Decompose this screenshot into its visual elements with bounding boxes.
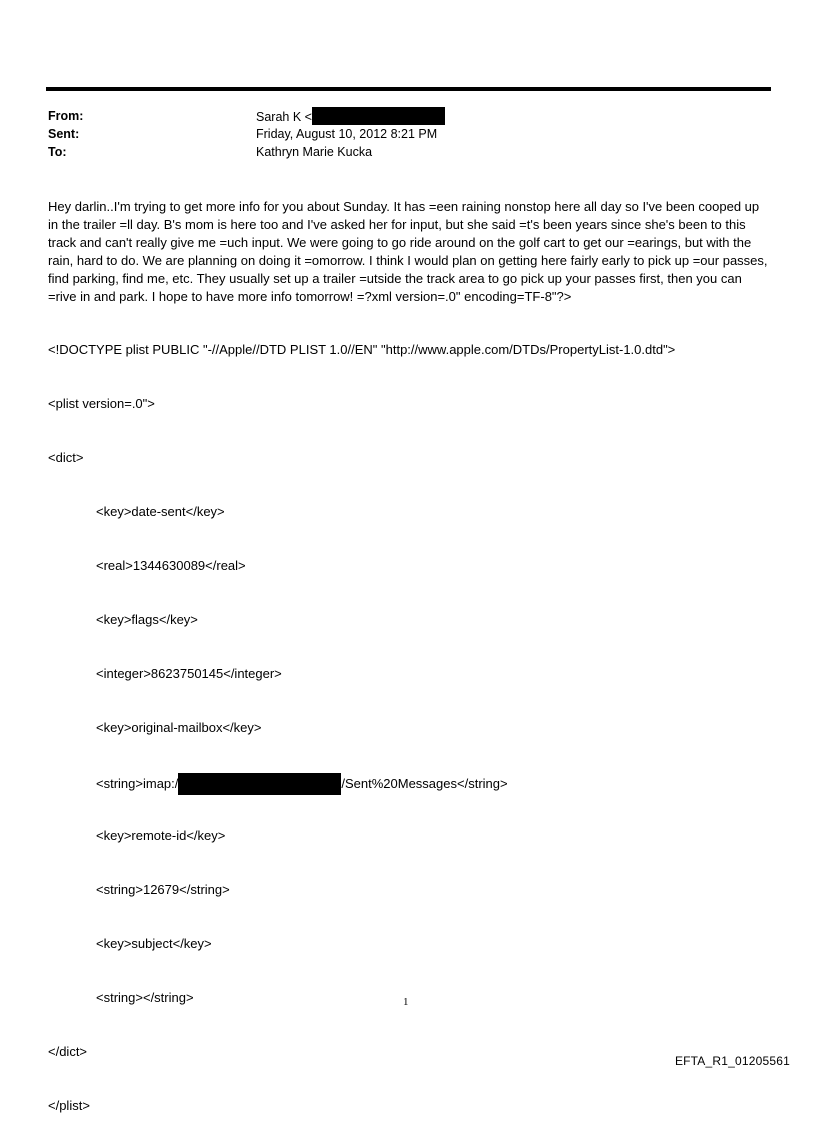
- xml-real-value: <real>1344630089</real>: [96, 558, 246, 573]
- xml-string-subject: <string></string>: [96, 990, 194, 1005]
- xml-dict-open: <dict>: [48, 450, 84, 465]
- xml-plist-close: </plist>: [48, 1098, 90, 1113]
- xml-dict-close: </dict>: [48, 1044, 88, 1059]
- to-value: Kathryn Marie Kucka: [256, 145, 373, 159]
- xml-key-subject: <key>subject</key>: [96, 936, 212, 951]
- from-label: From:: [48, 109, 84, 123]
- email-body: [48, 198, 772, 306]
- from-value: [256, 107, 445, 126]
- xml-key-original-mailbox: <key>original-mailbox</key>: [96, 720, 262, 735]
- xml-plist-open: <plist version=.0">: [48, 396, 155, 411]
- xml-key-date-sent: <key>date-sent</key>: [96, 504, 225, 519]
- xml-imap-start: <string>imap:/: [96, 776, 179, 791]
- xml-key-flags: <key>flags</key>: [96, 612, 198, 627]
- redaction-box: [312, 107, 445, 125]
- xml-string-remote-id: <string>12679</string>: [96, 882, 230, 897]
- body-paragraph: Hey darlin..I'm trying to get more info for you about Sunday. It has =een raining nonstop here all day so I've been cooped up in the trailer =ll day. B's mom is here too and I've asked her for input, but she said =t's been years since she's been to this track and can't really give me =uch input. We were going to go ride around on the golf cart to get our =earings, but with the rain, hard to do. We are planning on doing it =omorrow. I think I would plan on getting here fairly early to pick up =our passes, find parking, find me, etc. They usually set up a trailer =utside the track area to go pick up your passes first, then you can =rive in and park. I hope to have more info tomorrow! =?xml version=.0" encoding=TF-8"?>: [48, 199, 768, 304]
- xml-string-imap: [48, 773, 675, 791]
- xml-imap-end: /Sent%20Messages</string>: [341, 776, 508, 791]
- redaction-box: [178, 773, 341, 795]
- from-name: Sarah K <: [256, 110, 312, 124]
- header-rule: [46, 87, 771, 91]
- xml-key-remote-id: <key>remote-id</key>: [96, 828, 226, 843]
- page-number: 1: [403, 996, 409, 1008]
- sent-value: Friday, August 10, 2012 8:21 PM: [256, 127, 438, 141]
- plist-xml: [48, 305, 675, 1133]
- xml-doctype: <!DOCTYPE plist PUBLIC "-//Apple//DTD PLIST 1.0//EN" "http://www.apple.com/DTDs/PropertyList-1.0.dtd">: [48, 342, 676, 357]
- xml-integer-value: <integer>8623750145</integer>: [96, 666, 282, 681]
- sent-label: Sent:: [48, 127, 80, 141]
- to-label: To:: [48, 145, 67, 159]
- bates-stamp: EFTA_R1_01205561: [674, 1054, 790, 1068]
